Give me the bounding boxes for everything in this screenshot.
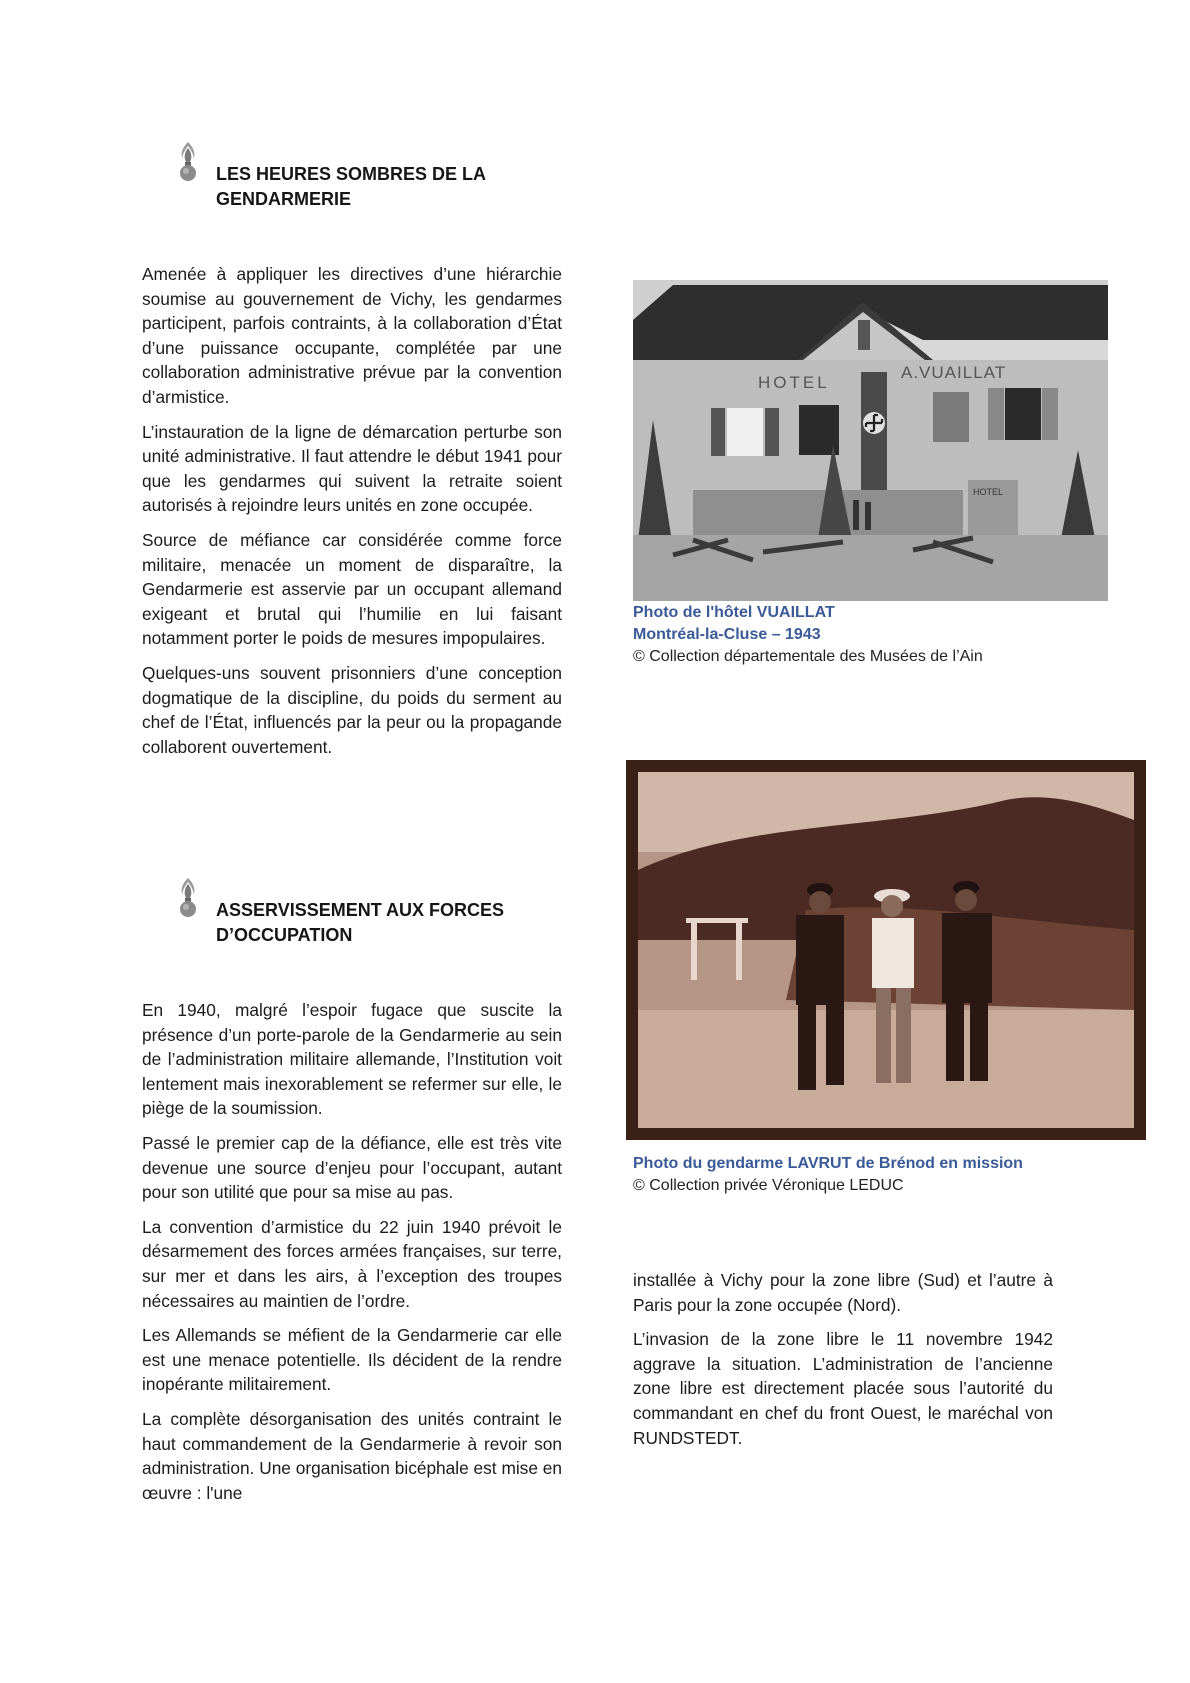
svg-text:HOTEL: HOTEL — [973, 487, 1004, 497]
section-2-text — [142, 998, 562, 1515]
paragraph: La convention d’armistice du 22 juin 1940 prévoit le désarmement des forces armées françaises, sur terre, sur mer et dans les airs, à l’exception des troupes nécessaires au maintien de l’ordre. — [142, 1216, 562, 1311]
paragraph: Les Allemands se méfient de la Gendarmerie car elle est une menace potentielle. Ils décident de la rendre inopérante militairement. — [142, 1325, 562, 1395]
paragraph: L’instauration de la ligne de démarcation perturbe son unité administrative. Il faut attendre le début 1941 pour que les gendarmes qui suivent la retraite soient autorisés à rejoindre leurs unités en zone occupée. — [142, 421, 562, 516]
paragraph: L’invasion de la zone libre le 11 novembre 1942 aggrave la situation. L’administration de l’ancienne zone libre est directement placée sous l’autorité du commandant en chef du front Ouest, le maréchal von RUNDSTEDT. — [633, 1329, 1053, 1448]
svg-text:HOTEL: HOTEL — [758, 373, 830, 392]
gendarme-photo-caption: Photo du gendarme LAVRUT de Brénod en mission © Collection privée Véronique LEDUC — [633, 1155, 1023, 1194]
right-column-text — [633, 1268, 1053, 1460]
section-title-1: LES HEURES SOMBRES DE LA GENDARMERIE — [216, 164, 487, 209]
paragraph: La complète désorganisation des unités contraint le haut commandement de la Gendarmerie à revoir son administration. Une organisation bicéphale est mise en œuvre : l'une — [142, 1408, 562, 1503]
hotel-photo-caption: Photo de l'hôtel VUAILLAT Montréal-la-Cluse – 1943 © Collection départementale des Musées de l’Ain — [633, 604, 983, 665]
paragraph: Quelques-uns souvent prisonniers d’une conception dogmatique de la discipline, du poids du serment au chef de l’État, influencés par la peur ou la propagande collaborent ouvertement. — [142, 662, 562, 757]
section-1-text — [142, 262, 562, 769]
paragraph: Passé le premier cap de la défiance, elle est très vite devenue une source d’enjeu pour l’occupant, autant pour son utilité que pour sa mise au pas. — [142, 1132, 562, 1203]
svg-text:A.VUAILLAT: A.VUAILLAT — [901, 363, 1007, 382]
hotel-photo-illustration — [633, 280, 1108, 601]
section-title-2: ASSERVISSEMENT AUX FORCES D’OCCUPATION — [216, 900, 505, 945]
grenade-insignia-icon — [176, 876, 200, 920]
paragraph: Amenée à appliquer les directives d’une hiérarchie soumise au gouvernement de Vichy, les gendarmes participent, parfois contraints, à la collaboration d’État d’une puissance occupante, complétée par une collaboration administrative prévue par la convention d’armistice. — [142, 264, 562, 407]
gendarme-photo-illustration — [626, 760, 1146, 1140]
paragraph: En 1940, malgré l’espoir fugace que suscite la présence d’un porte-parole de la Gendarmerie au sein de l’administration militaire allemande, l’Institution voit lentement mais inexorablement se refermer sur elle, le piège de la soumission. — [142, 1000, 562, 1119]
paragraph: installée à Vichy pour la zone libre (Sud) et l’autre à Paris pour la zone occupée (Nord). — [633, 1270, 1053, 1315]
gendarme-lavrut-photo — [626, 760, 1146, 1140]
paragraph: Source de méfiance car considérée comme force militaire, menacée un moment de disparaître, la Gendarmerie est asservie par un occupant allemand exigeant et brutal qui l’humilie en lui faisant notamment porter le poids de mesures impopulaires. — [142, 529, 562, 649]
grenade-insignia-icon — [176, 140, 200, 184]
hotel-vuaillat-photo — [633, 280, 1108, 601]
